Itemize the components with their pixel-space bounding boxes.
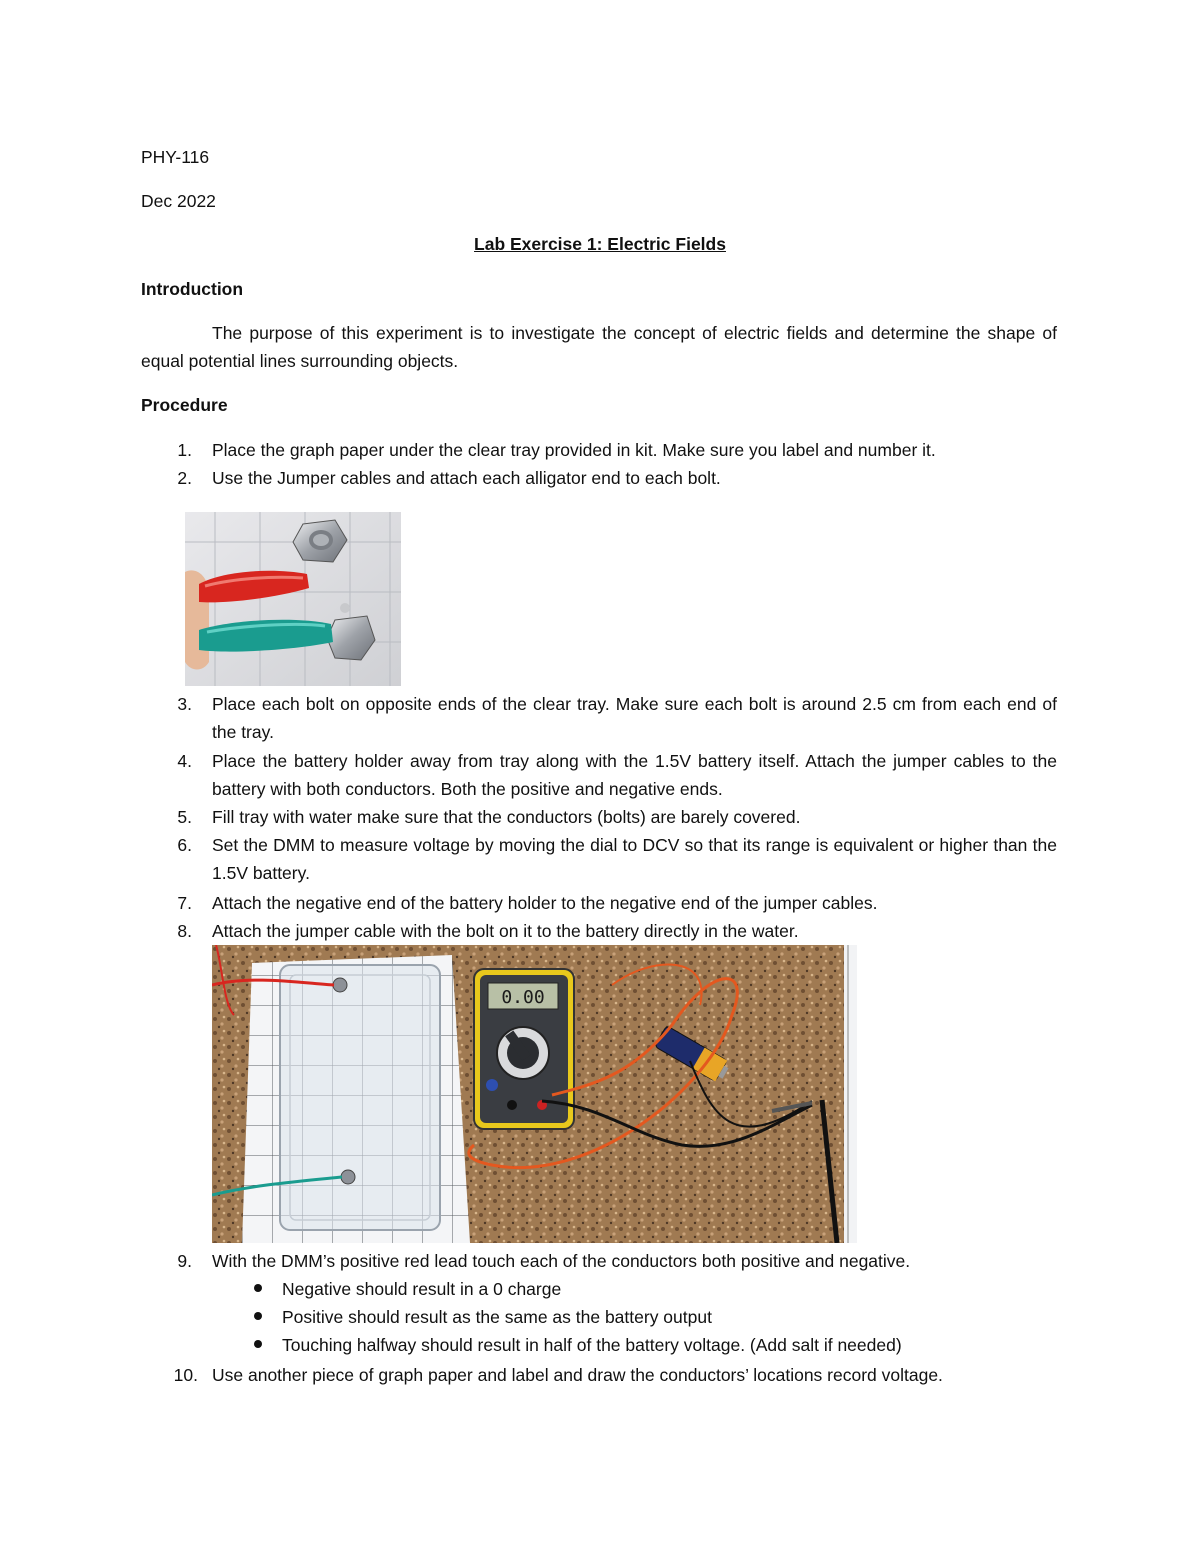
bullet-positive: Positive should result as the same as the battery output [282,1307,712,1327]
step-9-text: With the DMM’s positive red lead touch each of the conductors both positive and negative. [212,1251,911,1271]
step-8-text: Attach the jumper cable with the bolt on it to the battery directly in the water. [212,921,799,941]
step-5-text: Fill tray with water make sure that the conductors (bolts) are barely covered. [212,807,801,827]
step-number: 2. [177,468,192,488]
step-4-text: Place the battery holder away from tray along with the 1.5V battery itself. Attach the jumper cables to the battery with both conductors. Both the positive and negative ends. [212,751,1057,799]
experiment-setup-photo [212,945,857,1243]
dmm-display-reading: 0.00 [501,987,545,1008]
step-10-text: Use another piece of graph paper and label and draw the conductors’ locations record voltage. [212,1365,943,1385]
step-number: 1. [177,440,192,460]
procedure-heading: Procedure [141,395,228,415]
bullet-halfway: Touching halfway should result in half of the battery voltage. (Add salt if needed) [282,1335,902,1355]
step-number: 7. [177,893,192,913]
introduction-heading: Introduction [141,279,244,299]
step-number: 3. [177,694,192,714]
step-7-text: Attach the negative end of the battery holder to the negative end of the jumper cables. [212,893,878,913]
step-number: 10. [173,1365,198,1385]
step-3-text: Place each bolt on opposite ends of the clear tray. Make sure each bolt is around 2.5 cm from each end of the tray. [212,694,1057,742]
step-6-text: Set the DMM to measure voltage by moving the dial to DCV so that its range is equivalent or higher than the 1.5V battery. [212,835,1057,883]
bullet-dot [254,1312,262,1320]
course-code: PHY-116 [141,147,210,167]
introduction-paragraph: The purpose of this experiment is to investigate the concept of electric fields and determine the shape of equal potential lines surrounding objects. [141,323,1057,371]
bullet-dot [254,1340,262,1348]
step-2-text: Use the Jumper cables and attach each alligator end to each bolt. [212,468,721,488]
step-number: 4. [177,751,192,771]
step-1-text: Place the graph paper under the clear tray provided in kit. Make sure you label and number it. [212,440,936,460]
step-number: 5. [177,807,192,827]
step-number: 9. [177,1251,192,1271]
step-number: 8. [177,921,192,941]
step-number: 6. [177,835,192,855]
bullet-negative: Negative should result in a 0 charge [282,1279,562,1299]
document-date: Dec 2022 [141,191,216,211]
alligator-clips-photo [185,512,401,686]
page-title: Lab Exercise 1: Electric Fields [474,234,726,254]
bullet-dot [254,1284,262,1292]
